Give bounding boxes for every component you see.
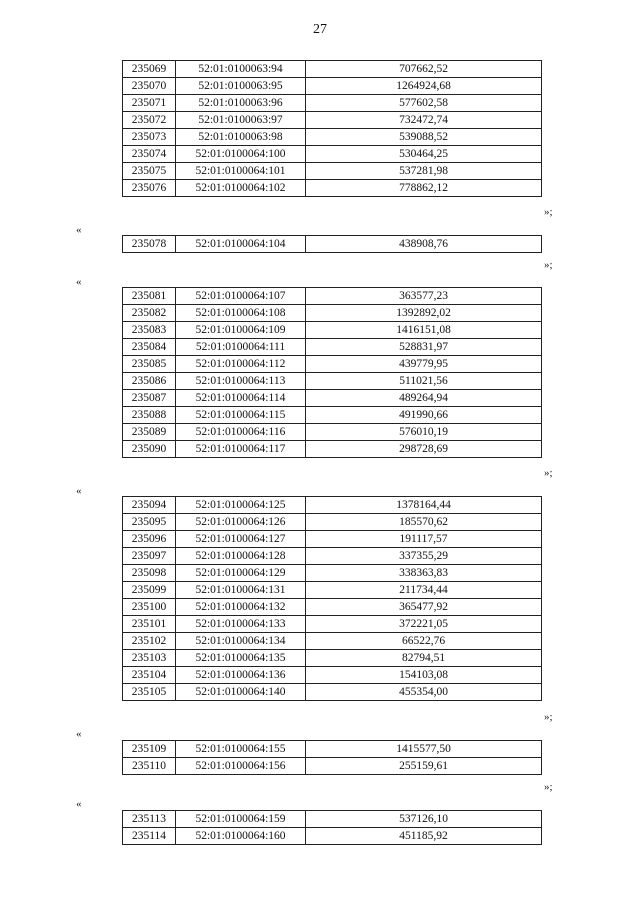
cell-value: 732472,74 bbox=[306, 112, 542, 129]
cell-cadastral-number: 52:01:0100064:126 bbox=[176, 514, 306, 531]
cell-cadastral-number: 52:01:0100064:100 bbox=[176, 146, 306, 163]
table-row bbox=[123, 61, 542, 78]
table-row bbox=[123, 582, 542, 599]
table-row bbox=[123, 407, 542, 424]
cell-number: 235074 bbox=[123, 146, 176, 163]
table-row bbox=[123, 684, 542, 701]
table-row bbox=[123, 339, 542, 356]
cell-value: 66522,76 bbox=[306, 633, 542, 650]
table-row bbox=[123, 112, 542, 129]
table-row bbox=[123, 599, 542, 616]
cell-value: 82794,51 bbox=[306, 650, 542, 667]
cell-value: 255159,61 bbox=[306, 758, 542, 775]
cell-number: 235086 bbox=[123, 373, 176, 390]
cell-cadastral-number: 52:01:0100064:109 bbox=[176, 322, 306, 339]
cell-value: 191117,57 bbox=[306, 531, 542, 548]
cell-value: 451185,92 bbox=[306, 828, 542, 845]
cell-number: 235082 bbox=[123, 305, 176, 322]
cell-value: 537281,98 bbox=[306, 163, 542, 180]
table-row bbox=[123, 146, 542, 163]
cell-number: 235088 bbox=[123, 407, 176, 424]
cell-value: 537126,10 bbox=[306, 811, 542, 828]
table-row bbox=[123, 95, 542, 112]
opening-quote: « bbox=[76, 798, 82, 810]
table-row bbox=[123, 390, 542, 407]
cell-value: 185570,62 bbox=[306, 514, 542, 531]
cell-number: 235100 bbox=[123, 599, 176, 616]
table-row bbox=[123, 236, 542, 253]
cell-number: 235078 bbox=[123, 236, 176, 253]
cell-cadastral-number: 52:01:0100064:131 bbox=[176, 582, 306, 599]
cell-value: 1415577,50 bbox=[306, 741, 542, 758]
cell-number: 235090 bbox=[123, 441, 176, 458]
cell-number: 235089 bbox=[123, 424, 176, 441]
cell-number: 235085 bbox=[123, 356, 176, 373]
cell-value: 455354,00 bbox=[306, 684, 542, 701]
table-row bbox=[123, 758, 542, 775]
cell-value: 539088,52 bbox=[306, 129, 542, 146]
cell-value: 337355,29 bbox=[306, 548, 542, 565]
cell-number: 235071 bbox=[123, 95, 176, 112]
cell-cadastral-number: 52:01:0100064:132 bbox=[176, 599, 306, 616]
cell-value: 439779,95 bbox=[306, 356, 542, 373]
cell-cadastral-number: 52:01:0100064:116 bbox=[176, 424, 306, 441]
cell-number: 235084 bbox=[123, 339, 176, 356]
cell-value: 1392892,02 bbox=[306, 305, 542, 322]
cell-number: 235083 bbox=[123, 322, 176, 339]
table-row bbox=[123, 322, 542, 339]
cell-value: 154103,08 bbox=[306, 667, 542, 684]
cell-cadastral-number: 52:01:0100064:111 bbox=[176, 339, 306, 356]
table-row bbox=[123, 616, 542, 633]
closing-quote: »; bbox=[544, 781, 553, 793]
cell-cadastral-number: 52:01:0100064:107 bbox=[176, 288, 306, 305]
cell-cadastral-number: 52:01:0100064:135 bbox=[176, 650, 306, 667]
cell-cadastral-number: 52:01:0100064:108 bbox=[176, 305, 306, 322]
cell-value: 530464,25 bbox=[306, 146, 542, 163]
cell-value: 1416151,08 bbox=[306, 322, 542, 339]
table-row bbox=[123, 514, 542, 531]
opening-quote: « bbox=[76, 728, 82, 740]
table-row bbox=[123, 548, 542, 565]
data-table-block-2 bbox=[122, 235, 542, 253]
opening-quote: « bbox=[76, 224, 82, 236]
table-row bbox=[123, 163, 542, 180]
cell-value: 489264,94 bbox=[306, 390, 542, 407]
cell-cadastral-number: 52:01:0100064:127 bbox=[176, 531, 306, 548]
table-row bbox=[123, 667, 542, 684]
cell-number: 235098 bbox=[123, 565, 176, 582]
cell-number: 235114 bbox=[123, 828, 176, 845]
cell-value: 298728,69 bbox=[306, 441, 542, 458]
closing-quote: »; bbox=[544, 711, 553, 723]
cell-value: 576010,19 bbox=[306, 424, 542, 441]
table-row bbox=[123, 356, 542, 373]
table-row bbox=[123, 78, 542, 95]
cell-cadastral-number: 52:01:0100064:113 bbox=[176, 373, 306, 390]
table-row bbox=[123, 633, 542, 650]
cell-cadastral-number: 52:01:0100064:140 bbox=[176, 684, 306, 701]
table-row bbox=[123, 531, 542, 548]
cell-number: 235094 bbox=[123, 497, 176, 514]
cell-value: 577602,58 bbox=[306, 95, 542, 112]
cell-value: 372221,05 bbox=[306, 616, 542, 633]
cell-number: 235096 bbox=[123, 531, 176, 548]
cell-cadastral-number: 52:01:0100064:136 bbox=[176, 667, 306, 684]
cell-number: 235109 bbox=[123, 741, 176, 758]
opening-quote: « bbox=[76, 276, 82, 288]
cell-cadastral-number: 52:01:0100064:102 bbox=[176, 180, 306, 197]
cell-value: 528831,97 bbox=[306, 339, 542, 356]
cell-value: 365477,92 bbox=[306, 599, 542, 616]
cell-cadastral-number: 52:01:0100064:159 bbox=[176, 811, 306, 828]
table-row bbox=[123, 305, 542, 322]
table-row bbox=[123, 497, 542, 514]
cell-value: 778862,12 bbox=[306, 180, 542, 197]
cell-cadastral-number: 52:01:0100064:117 bbox=[176, 441, 306, 458]
cell-cadastral-number: 52:01:0100064:101 bbox=[176, 163, 306, 180]
cell-cadastral-number: 52:01:0100063:95 bbox=[176, 78, 306, 95]
cell-value: 707662,52 bbox=[306, 61, 542, 78]
table-row bbox=[123, 811, 542, 828]
cell-number: 235110 bbox=[123, 758, 176, 775]
cell-cadastral-number: 52:01:0100064:114 bbox=[176, 390, 306, 407]
cell-value: 1378164,44 bbox=[306, 497, 542, 514]
cell-cadastral-number: 52:01:0100064:133 bbox=[176, 616, 306, 633]
cell-number: 235073 bbox=[123, 129, 176, 146]
closing-quote: »; bbox=[544, 259, 553, 271]
cell-number: 235075 bbox=[123, 163, 176, 180]
cell-cadastral-number: 52:01:0100064:115 bbox=[176, 407, 306, 424]
cell-number: 235101 bbox=[123, 616, 176, 633]
cell-value: 511021,56 bbox=[306, 373, 542, 390]
cell-number: 235099 bbox=[123, 582, 176, 599]
table-row bbox=[123, 129, 542, 146]
data-table-block-6 bbox=[122, 810, 542, 845]
cell-number: 235087 bbox=[123, 390, 176, 407]
cell-number: 235076 bbox=[123, 180, 176, 197]
data-table-block-3 bbox=[122, 287, 542, 458]
data-table-block-5 bbox=[122, 740, 542, 775]
cell-cadastral-number: 52:01:0100064:156 bbox=[176, 758, 306, 775]
closing-quote: »; bbox=[544, 206, 553, 218]
cell-number: 235113 bbox=[123, 811, 176, 828]
cell-cadastral-number: 52:01:0100063:96 bbox=[176, 95, 306, 112]
cell-number: 235072 bbox=[123, 112, 176, 129]
cell-number: 235103 bbox=[123, 650, 176, 667]
cell-cadastral-number: 52:01:0100064:125 bbox=[176, 497, 306, 514]
page-number: 27 bbox=[313, 22, 327, 37]
cell-cadastral-number: 52:01:0100064:160 bbox=[176, 828, 306, 845]
cell-number: 235095 bbox=[123, 514, 176, 531]
closing-quote: »; bbox=[544, 467, 553, 479]
table-row bbox=[123, 441, 542, 458]
cell-number: 235097 bbox=[123, 548, 176, 565]
cell-number: 235070 bbox=[123, 78, 176, 95]
cell-cadastral-number: 52:01:0100064:134 bbox=[176, 633, 306, 650]
table-row bbox=[123, 424, 542, 441]
cell-cadastral-number: 52:01:0100064:112 bbox=[176, 356, 306, 373]
cell-number: 235105 bbox=[123, 684, 176, 701]
table-row bbox=[123, 741, 542, 758]
cell-cadastral-number: 52:01:0100064:104 bbox=[176, 236, 306, 253]
table-row bbox=[123, 650, 542, 667]
cell-cadastral-number: 52:01:0100064:155 bbox=[176, 741, 306, 758]
data-table-block-4 bbox=[122, 496, 542, 701]
cell-cadastral-number: 52:01:0100064:128 bbox=[176, 548, 306, 565]
table-row bbox=[123, 288, 542, 305]
cell-cadastral-number: 52:01:0100063:98 bbox=[176, 129, 306, 146]
cell-number: 235069 bbox=[123, 61, 176, 78]
table-row bbox=[123, 180, 542, 197]
cell-number: 235102 bbox=[123, 633, 176, 650]
cell-value: 338363,83 bbox=[306, 565, 542, 582]
table-row bbox=[123, 373, 542, 390]
cell-value: 363577,23 bbox=[306, 288, 542, 305]
cell-cadastral-number: 52:01:0100063:97 bbox=[176, 112, 306, 129]
cell-number: 235104 bbox=[123, 667, 176, 684]
cell-value: 1264924,68 bbox=[306, 78, 542, 95]
cell-number: 235081 bbox=[123, 288, 176, 305]
cell-value: 491990,66 bbox=[306, 407, 542, 424]
table-row bbox=[123, 828, 542, 845]
table-row bbox=[123, 565, 542, 582]
cell-value: 211734,44 bbox=[306, 582, 542, 599]
cell-cadastral-number: 52:01:0100063:94 bbox=[176, 61, 306, 78]
cell-value: 438908,76 bbox=[306, 236, 542, 253]
cell-cadastral-number: 52:01:0100064:129 bbox=[176, 565, 306, 582]
data-table-block-1 bbox=[122, 60, 542, 197]
opening-quote: « bbox=[76, 485, 82, 497]
